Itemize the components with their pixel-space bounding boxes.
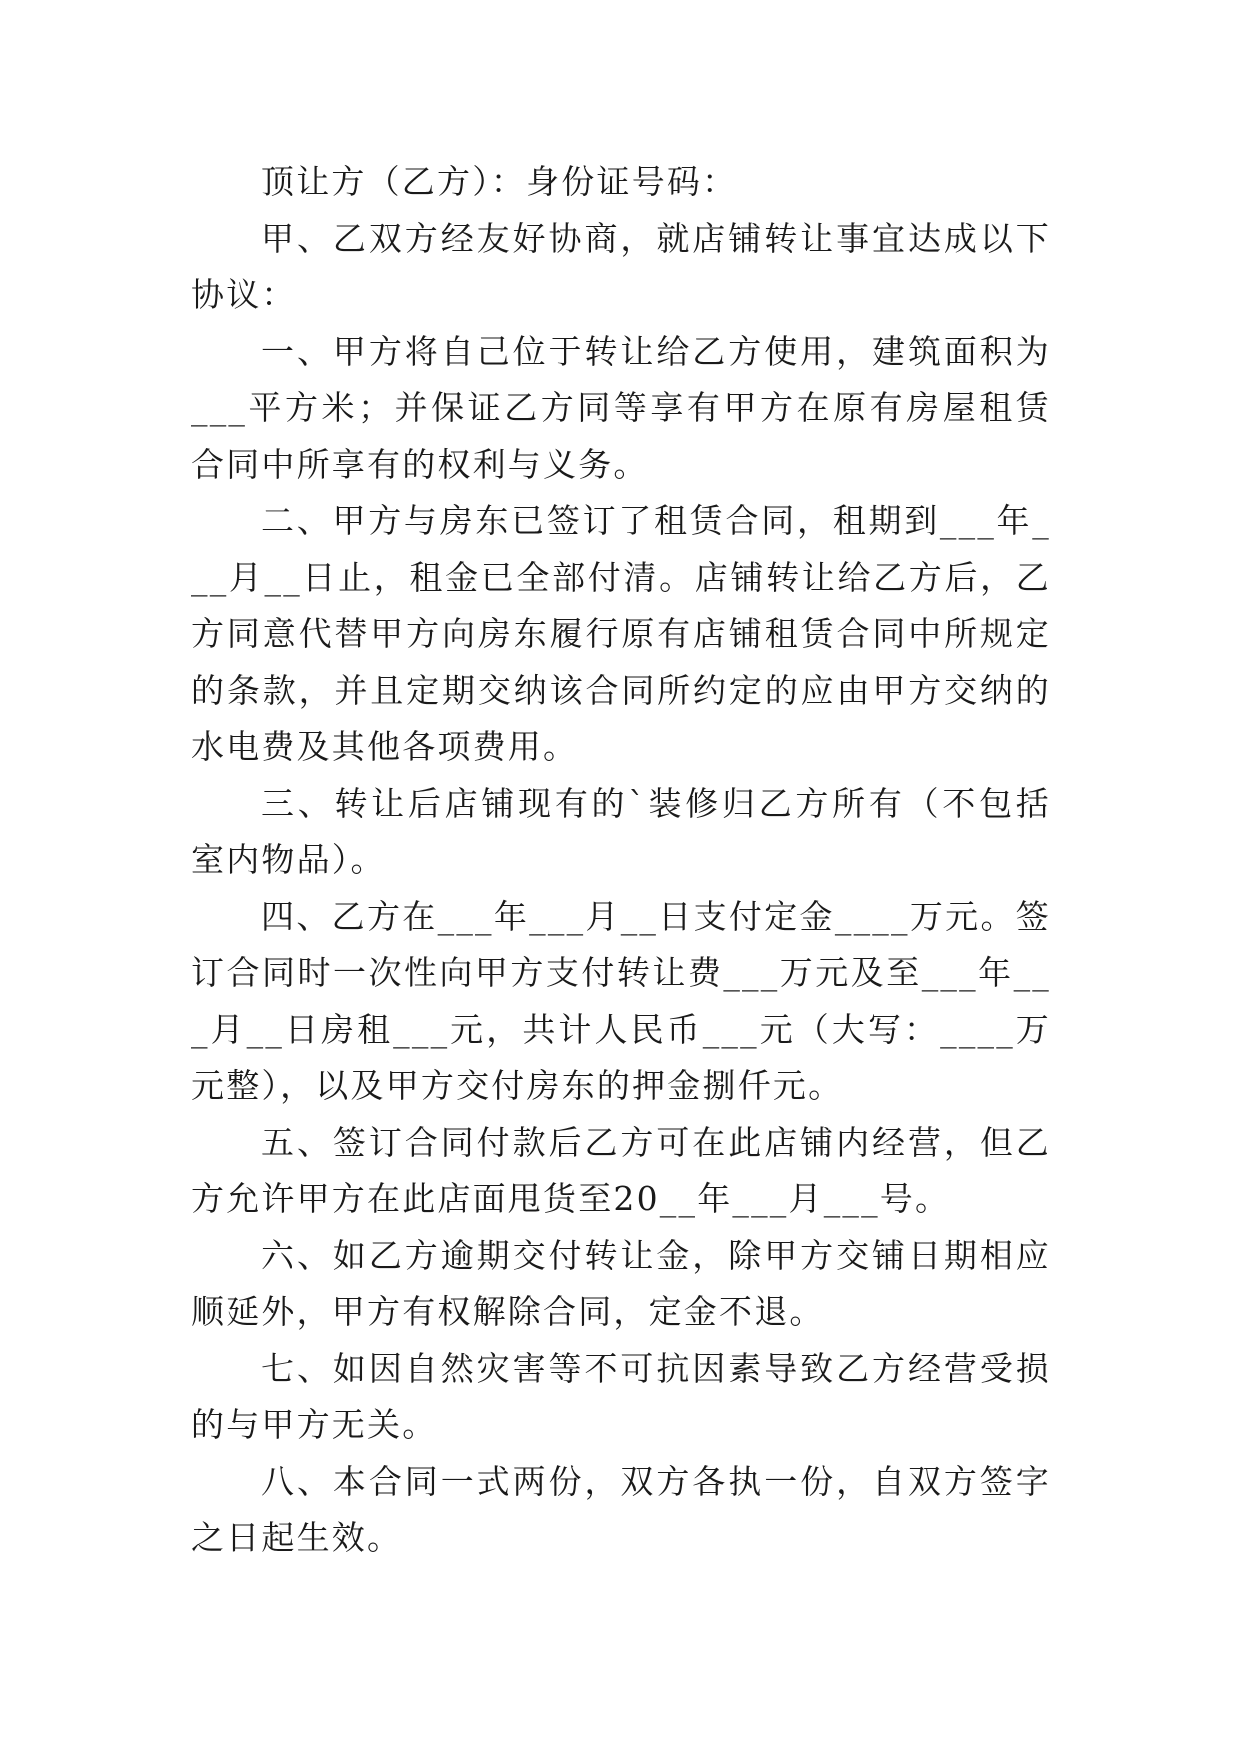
- clause-2: 二、甲方与房东已签订了租赁合同，租期到___年___月__日止，租金已全部付清。店铺转让给乙方后，乙方同意代替甲方向房东履行原有店铺租赁合同中所规定的条款，并且定期交纳该合同所约定的应由甲方交纳的水电费及其他各项费用。: [191, 501, 1051, 766]
- party-b-line: 顶让方（乙方）：身份证号码：: [261, 162, 738, 201]
- document-body: [191, 154, 1051, 1567]
- clause-3: 三、转让后店铺现有的`装修归乙方所有（不包括室内物品）。: [191, 783, 1051, 879]
- clause-1: 一、甲方将自己位于转让给乙方使用，建筑面积为___平方米；并保证乙方同等享有甲方在原有房屋租赁合同中所享有的权利与义务。: [191, 331, 1051, 484]
- agreement-intro: 甲、乙双方经友好协商，就店铺转让事宜达成以下协议：: [191, 218, 1051, 314]
- clause-7: 七、如因自然灾害等不可抗因素导致乙方经营受损的与甲方无关。: [191, 1348, 1051, 1444]
- clause-4: 四、乙方在___年___月__日支付定金____万元。签订合同时一次性向甲方支付转让费___万元及至___年___月__日房租___元，共计人民币___元（大写：____万元整），以及甲方交付房东的押金捌仟元。: [191, 896, 1051, 1105]
- clause-8: 八、本合同一式两份，双方各执一份，自双方签字之日起生效。: [191, 1461, 1051, 1557]
- clause-6: 六、如乙方逾期交付转让金，除甲方交铺日期相应顺延外，甲方有权解除合同，定金不退。: [191, 1235, 1051, 1331]
- clause-5: 五、签订合同付款后乙方可在此店铺内经营，但乙方允许甲方在此店面甩货至20__年___月___号。: [191, 1122, 1051, 1218]
